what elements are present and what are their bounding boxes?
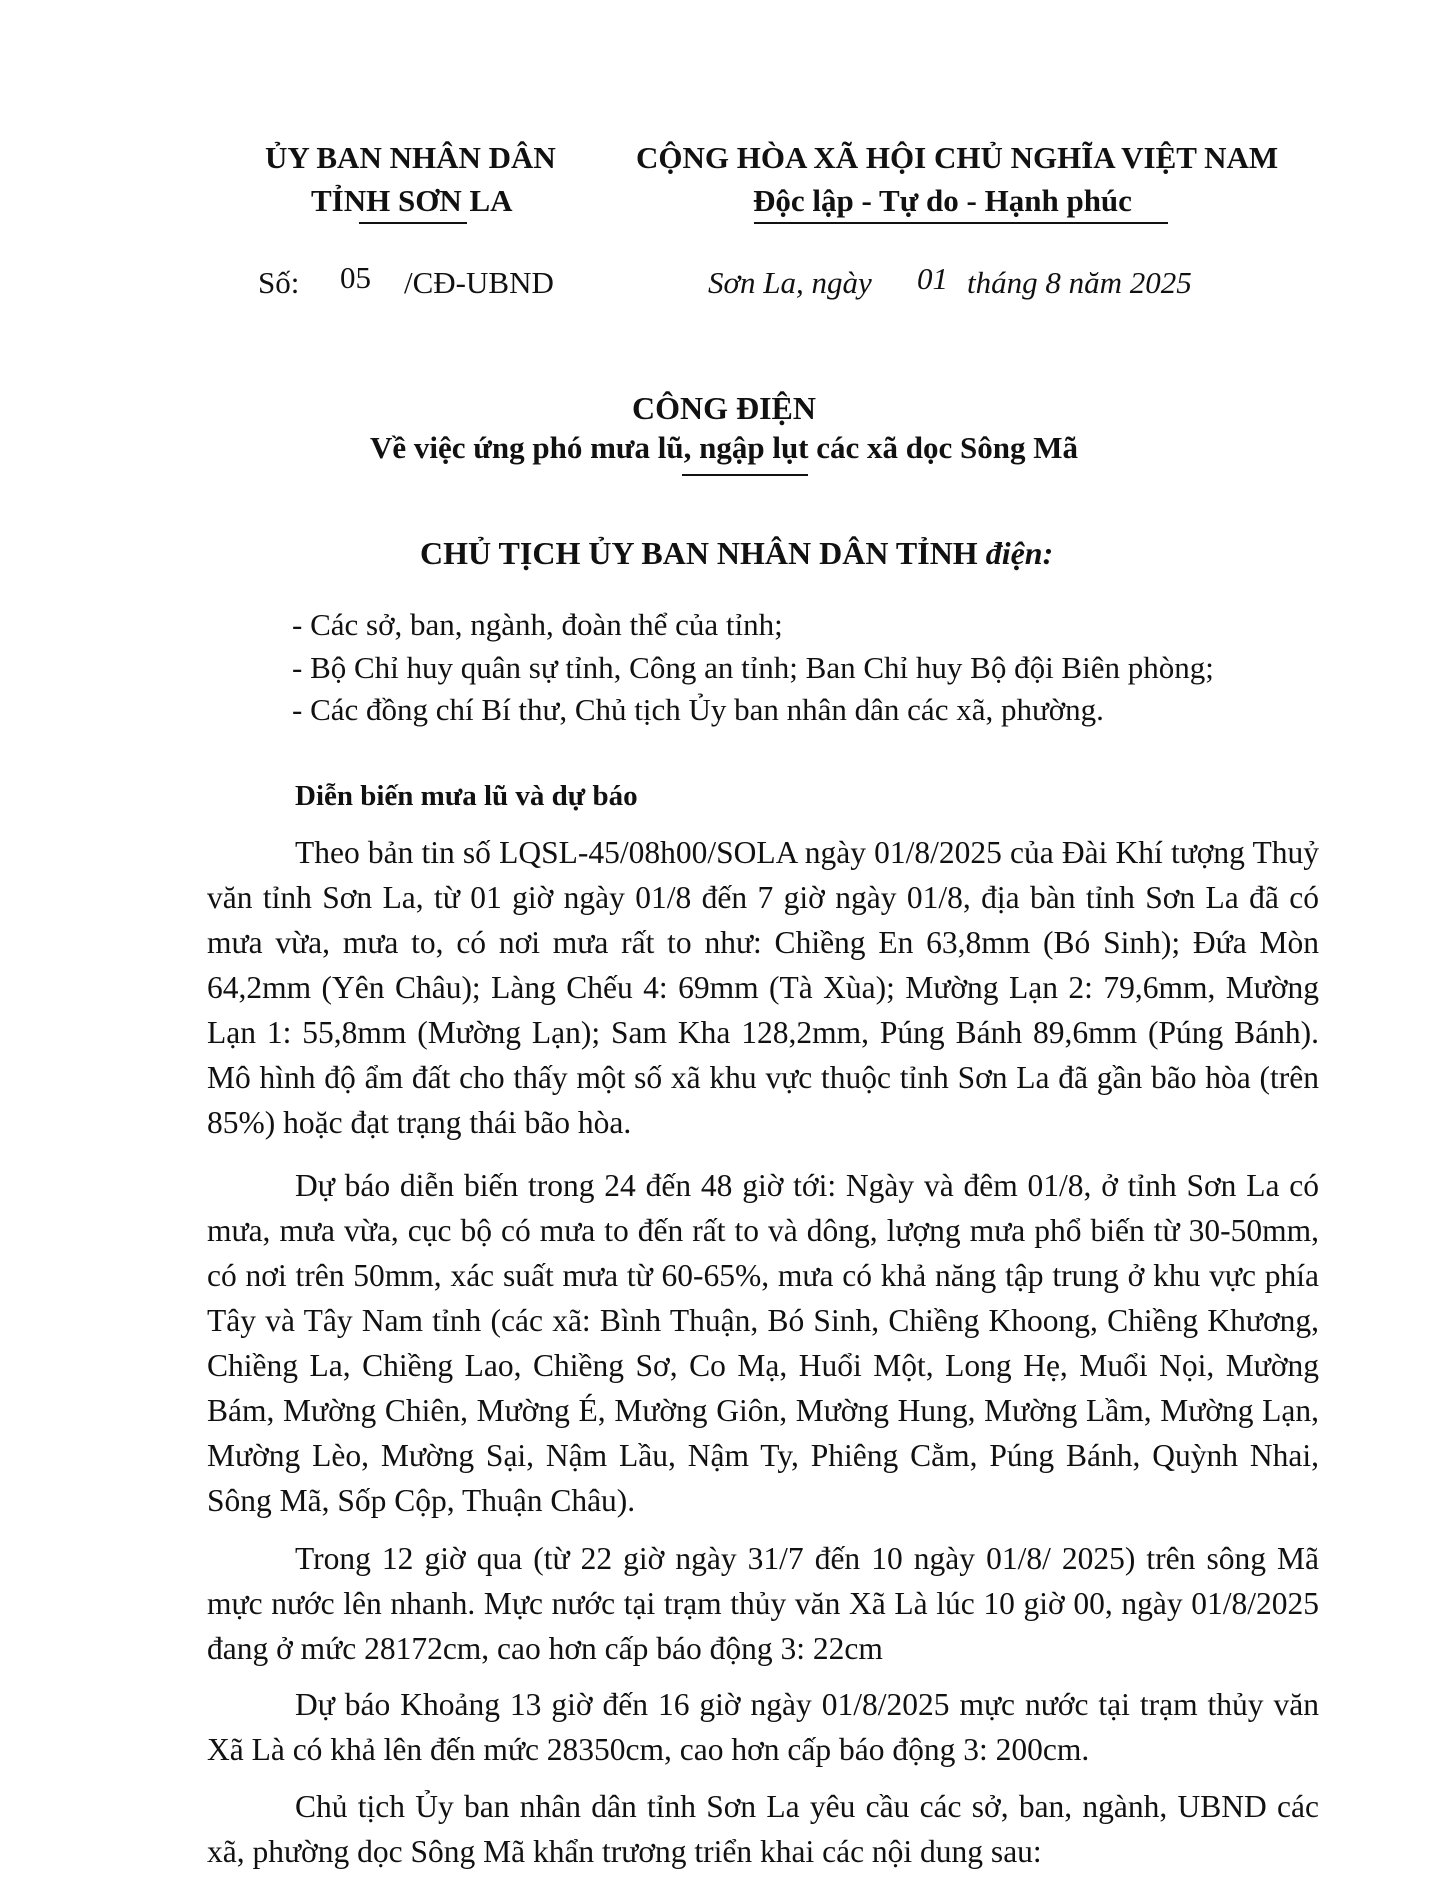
motto-underline: [754, 222, 1168, 224]
body-paragraph: Dự báo Khoảng 13 giờ đến 16 giờ ngày 01/8/2025 mực nước tại trạm thủy văn Xã Là có khả lên đến mức 28350cm, cao hơn cấp báo động 3: 200cm.: [207, 1687, 1319, 1767]
date-place: Sơn La, ngày: [708, 265, 872, 300]
sender-title: CHỦ TỊCH ỦY BAN NHÂN DÂN TỈNH: [420, 535, 978, 571]
body-paragraph: Theo bản tin số LQSL-45/08h00/SOLA ngày 01/8/2025 của Đài Khí tượng Thuỷ văn tỉnh Sơn La, từ 01 giờ ngày 01/8 đến 7 giờ ngày 01/8, địa bàn tỉnh Sơn La đã có mưa vừa, mưa to, có nơi mưa rất to như: Chiềng En 63,8mm (Bó Sinh); Đứa Mòn 64,2mm (Yên Châu); Làng Chếu 4: 69mm (Tà Xùa); Mường Lạn 2: 79,6mm, Mường Lạn 1: 55,8mm (Mường Lạn); Sam Kha 128,2mm, Púng Bánh 89,6mm (Púng Bánh). Mô hình độ ẩm đất cho thấy một số xã khu vực thuộc tỉnh Sơn La đã gần bão hòa (trên 85%) hoặc đạt trạng thái bão hòa.: [207, 835, 1319, 1140]
document-type-title: CÔNG ĐIỆN: [631, 390, 816, 426]
recipient-item: - Các đồng chí Bí thư, Chủ tịch Ủy ban nhân dân các xã, phường.: [292, 692, 1104, 727]
issuing-authority-line1: ỦY BAN NHÂN DÂN: [265, 140, 556, 175]
date-day: 01: [917, 261, 948, 296]
doc-number-prefix: Số:: [258, 265, 300, 300]
doc-number-suffix: /CĐ-UBND: [404, 265, 554, 300]
national-motto: Độc lập - Tự do - Hạnh phúc: [753, 183, 1132, 218]
section-heading: Diễn biến mưa lũ và dự báo: [295, 780, 638, 812]
recipient-item: - Bộ Chỉ huy quân sự tỉnh, Công an tỉnh; Ban Chỉ huy Bộ đội Biên phòng;: [292, 650, 1214, 685]
doc-number: 05: [340, 260, 371, 295]
recipient-item: - Các sở, ban, ngành, đoàn thể của tỉnh;: [292, 607, 783, 642]
body-paragraph: Chủ tịch Ủy ban nhân dân tỉnh Sơn La yêu cầu các sở, ban, ngành, UBND các xã, phường dọc Sông Mã khẩn trương triển khai các nội dung sau:: [207, 1789, 1319, 1869]
date-month-year: tháng 8 năm 2025: [967, 265, 1192, 300]
national-title: CỘNG HÒA XÃ HỘI CHỦ NGHĨA VIỆT NAM: [636, 140, 1279, 175]
sender-suffix: điện:: [985, 535, 1054, 571]
authority-underline: [359, 222, 467, 224]
sender-line: [420, 535, 1053, 572]
document-subject: Về việc ứng phó mưa lũ, ngập lụt các xã dọc Sông Mã: [369, 430, 1079, 465]
issuing-authority-line2: TỈNH SƠN LA: [311, 183, 513, 218]
subject-underline: [682, 474, 808, 476]
body-paragraph: Dự báo diễn biến trong 24 đến 48 giờ tới: Ngày và đêm 01/8, ở tỉnh Sơn La có mưa, mưa vừa, cục bộ có mưa to đến rất to và dông, lượng mưa phổ biến từ 30-50mm, có nơi trên 50mm, xác suất mưa từ 60-65%, mưa có khả năng tập trung ở khu vực phía Tây và Tây Nam tỉnh (các xã: Bình Thuận, Bó Sinh, Chiềng Khoong, Chiềng Khương, Chiềng La, Chiềng Lao, Chiềng Sơ, Co Mạ, Huổi Một, Long Hẹ, Muổi Nọi, Mường Bám, Mường Chiên, Mường É, Mường Giôn, Mường Hung, Mường Lầm, Mường Lạn, Mường Lèo, Mường Sại, Nậm Lầu, Nậm Ty, Phiêng Cằm, Púng Bánh, Quỳnh Nhai, Sông Mã, Sốp Cộp, Thuận Châu).: [207, 1168, 1319, 1518]
body-paragraph: Trong 12 giờ qua (từ 22 giờ ngày 31/7 đến 10 ngày 01/8/ 2025) trên sông Mã mực nước lên nhanh. Mực nước tại trạm thủy văn Xã Là lúc 10 giờ 00, ngày 01/8/2025 đang ở mức 28172cm, cao hơn cấp báo động 3: 22cm: [207, 1541, 1319, 1666]
